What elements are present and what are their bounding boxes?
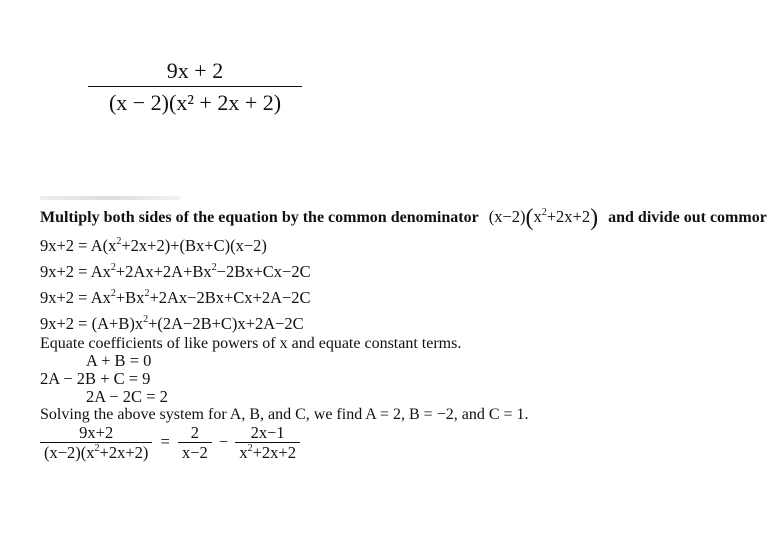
eq1-a: 9x+2 = A(x	[40, 236, 117, 255]
eq2-b: +2Ax+2A+Bx	[115, 262, 212, 281]
intro-line	[40, 205, 767, 231]
eq3-c: +2Ax−2Bx+Cx+2A−2C	[149, 288, 311, 307]
equate-line: Equate coefficients of like powers of x and equate constant terms.	[40, 335, 462, 352]
system-eq-2: 2A − 2B + C = 9	[40, 369, 151, 388]
term1-numerator: 2	[190, 423, 199, 442]
lhs-den-b: +2x+2)	[99, 443, 149, 462]
header-denominator: (x − 2)(x² + 2x + 2)	[108, 90, 282, 115]
intro-cd-c: +2x+2	[546, 207, 591, 226]
eq3-a: 9x+2 = Ax	[40, 288, 111, 307]
intro-cd-b: x	[533, 207, 542, 226]
exp: 2	[94, 443, 100, 454]
close-paren: )	[590, 205, 599, 231]
header-numerator: 9x + 2	[166, 58, 224, 83]
eq4-a: 9x+2 = (A+B)x	[40, 314, 144, 333]
equation-4	[40, 314, 304, 334]
intro-text-b: and divide out commor	[608, 209, 767, 226]
term2-numerator: 2x−1	[250, 423, 285, 442]
exp: 2	[144, 288, 150, 299]
solve-line: Solving the above system for A, B, and C, we find A = 2, B = −2, and C = 1.	[40, 406, 529, 423]
exp: 2	[116, 236, 122, 247]
lhs-denominator	[40, 442, 152, 463]
exp: 2	[541, 207, 547, 218]
equation-3	[40, 288, 311, 308]
open-paren: (	[525, 205, 534, 231]
system-eq-1: A + B = 0	[86, 351, 152, 370]
exp: 2	[110, 262, 116, 273]
minus-sign: −	[218, 432, 229, 452]
equation-1	[40, 236, 267, 256]
intro-cd-a: (x−2)	[488, 207, 526, 226]
system-eq-3: 2A − 2C = 2	[86, 387, 168, 406]
exp: 2	[110, 288, 116, 299]
eq2-a: 9x+2 = Ax	[40, 262, 111, 281]
eq2-c: −2Bx+Cx−2C	[216, 262, 311, 281]
lhs-den-a: (x−2)(x	[44, 443, 95, 462]
term2-denominator	[235, 442, 300, 463]
eq3-b: +Bx	[115, 288, 145, 307]
equals-sign: =	[160, 432, 170, 452]
fraction-bar	[88, 86, 302, 87]
final-equation	[40, 424, 300, 463]
header-fraction	[88, 58, 302, 117]
intro-text: Multiply both sides of the equation by the common denominator	[40, 209, 479, 226]
term2-den-b: +2x+2	[252, 443, 296, 462]
term1-fraction	[178, 424, 212, 463]
term1-denominator: x−2	[178, 442, 212, 463]
faint-smudge	[40, 196, 180, 200]
eq4-b: +(2A−2B+C)x+2A−2C	[148, 314, 304, 333]
equation-2	[40, 262, 311, 282]
exp: 2	[247, 443, 253, 454]
lhs-numerator: 9x+2	[79, 423, 114, 442]
term2-den-a: x	[239, 443, 248, 462]
exp: 2	[211, 262, 217, 273]
exp: 2	[143, 314, 149, 325]
eq1-b: +2x+2)+(Bx+C)(x−2)	[121, 236, 267, 255]
lhs-fraction	[40, 424, 152, 463]
term2-fraction	[235, 424, 300, 463]
